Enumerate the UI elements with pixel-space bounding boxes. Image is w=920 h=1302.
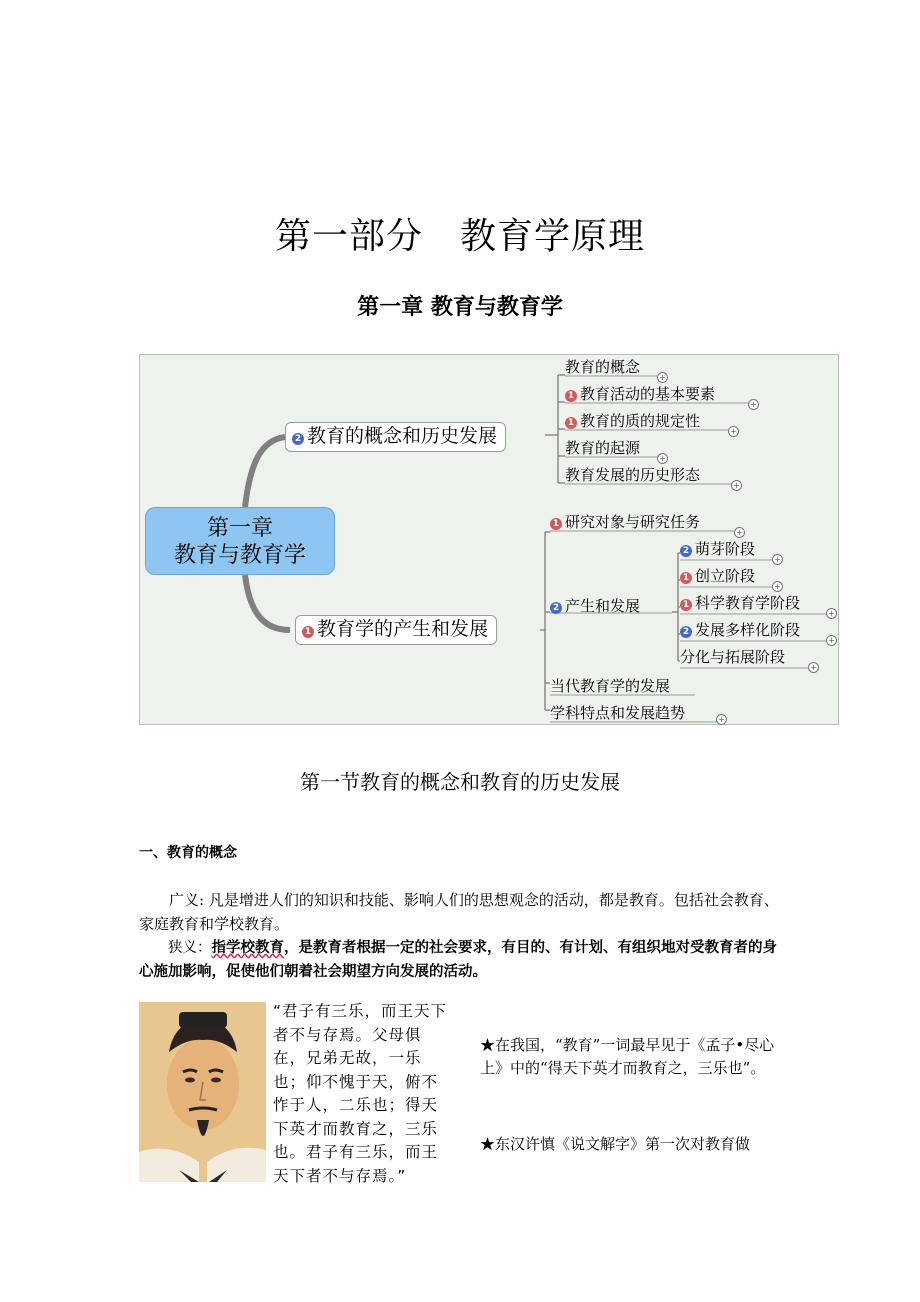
expand-icon[interactable]: + [657, 372, 668, 383]
mencius-portrait [139, 1002, 266, 1182]
leaf-quality: 1 教育的质的规定性 [565, 412, 700, 430]
expand-icon[interactable]: + [772, 554, 783, 565]
note-shuowen: ★东汉许慎《说文解字》第一次对教育做 [480, 1135, 751, 1153]
narrow-key: 指学校教育 [211, 940, 284, 956]
section-title: 第一节教育的概念和教育的历史发展 [300, 770, 620, 794]
priority-badge: 1 [302, 626, 314, 638]
leaf-stage-differentiation: 分化与拓展阶段 [680, 648, 786, 666]
narrow-label: 狭义： [168, 940, 212, 956]
priority-badge: 2 [292, 433, 304, 445]
leaf-concept: 教育的概念 [565, 358, 641, 376]
part-title: 第一部分 教育学原理 [274, 216, 645, 257]
root-line-2: 教育与教育学 [173, 543, 306, 568]
broad-definition [139, 888, 784, 936]
broad-text: : 凡是增进人们的知识和技能、影响人们的思想观念的活动，都是教育。包括社会教育、家庭教育和学校教育。 [139, 891, 779, 933]
expand-icon[interactable]: + [808, 662, 819, 673]
leaf-basic-elements: 1 教育活动的基本要素 [565, 385, 715, 403]
expand-icon[interactable]: + [731, 480, 742, 491]
broad-label: 广义 [169, 891, 200, 909]
branch-pedagogy-development [295, 615, 497, 645]
leaf-historical-forms: 教育发展的历史形态 [565, 466, 701, 484]
expand-icon[interactable]: + [657, 453, 668, 464]
narrow-definition [139, 936, 784, 984]
expand-icon[interactable]: + [826, 635, 837, 646]
branch-concept-history [285, 422, 506, 452]
leaf-stage-scientific: 1 科学教育学阶段 [680, 594, 800, 612]
subsection-title: 一、教育的概念 [139, 845, 237, 861]
expand-icon[interactable]: + [826, 608, 837, 619]
leaf-emergence-development: 2 产生和发展 [550, 597, 640, 615]
note-mencius-origin: ★在我国，“教育”一词最早见于《孟子•尽心上》中的“得天下英才而教育之，三乐也”。 [480, 1036, 775, 1077]
leaf-research-object: 1 研究对象与研究任务 [550, 513, 700, 531]
branch-label: 教育学的产生和发展 [317, 618, 489, 640]
leaf-stage-diversified: 2 发展多样化阶段 [680, 621, 800, 639]
leaf-stage-sprout: 2 萌芽阶段 [680, 540, 755, 558]
mind-map-root [145, 507, 335, 575]
leaf-stage-founding: 1 创立阶段 [680, 567, 755, 585]
expand-icon[interactable]: + [772, 581, 783, 592]
leaf-characteristics-trends: 学科特点和发展趋势 [550, 704, 686, 722]
expand-icon[interactable]: + [748, 399, 759, 410]
leaf-origin: 教育的起源 [565, 439, 641, 457]
branch-label: 教育的概念和历史发展 [307, 425, 498, 447]
expand-icon[interactable]: + [716, 714, 727, 725]
mencius-quote: “君子有三乐，而王天下者不与存焉。父母俱在，兄弟无故，一乐也；仰不愧于天，俯不怍于人，二乐也；得天下英才而教育之，三乐也。君子有三乐，而王天下者不与存焉。” [273, 1002, 448, 1185]
chapter-title: 第一章 教育与教育学 [357, 295, 563, 320]
narrow-text: ，是教育者根据一定的社会要求，有目的、有计划、有组织地对受教育者的身心施加影响，促使他们朝着社会期望方向发展的活动。 [139, 940, 777, 980]
root-line-1: 第一章 [206, 516, 273, 541]
expand-icon[interactable]: + [734, 527, 745, 538]
mind-map [139, 354, 839, 725]
expand-icon[interactable]: + [728, 426, 739, 437]
leaf-contemporary: 当代教育学的发展 [550, 677, 671, 695]
